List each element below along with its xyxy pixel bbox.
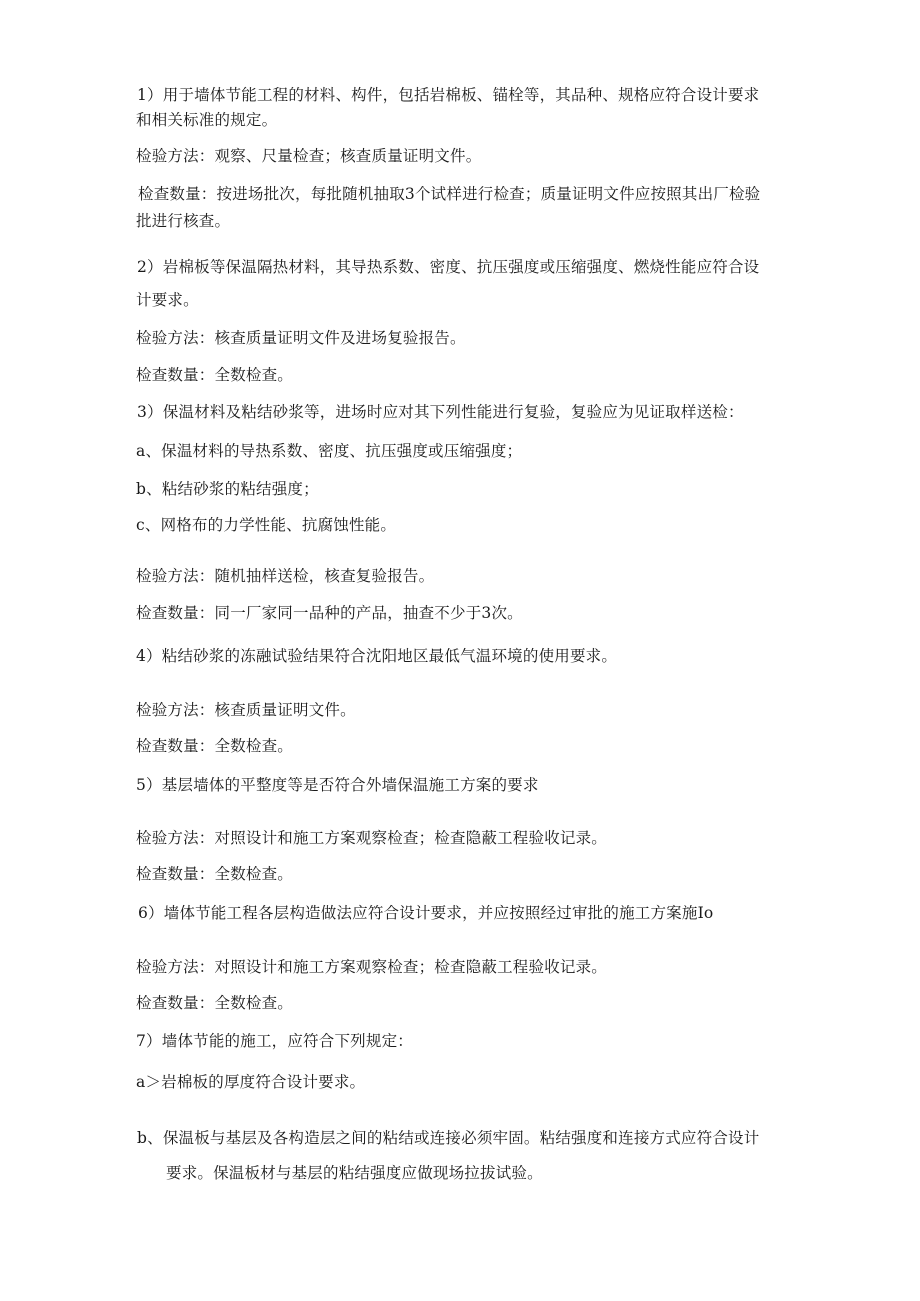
paragraph-3-line-1: 3）保温材料及粘结砂浆等，进场时应对其下列性能进行复验，复验应为见证取样送检： — [137, 403, 744, 421]
paragraph-3-item-a: a、保温材料的导热系数、密度、抗压强度或压缩强度； — [136, 442, 523, 460]
paragraph-1-line-2: 和相关标准的规定。 — [136, 111, 278, 129]
paragraph-1-line-1: 1）用于墙体节能工程的材料、构件，包括岩棉板、锚栓等，其品种、规格应符合设计要求 — [137, 86, 760, 104]
paragraph-5-line-1: 5）基层墙体的平整度等是否符合外墙保温施工方案的要求 — [136, 776, 539, 794]
paragraph-7-item-a: a＞岩棉板的厚度符合设计要求。 — [136, 1073, 366, 1091]
paragraph-6-line-1: 6）墙体节能工程各层构造做法应符合设计要求，并应按照经过审批的施工方案施Io — [138, 904, 714, 922]
paragraph-1-quantity-line-2: 批进行核查。 — [136, 212, 231, 230]
paragraph-2-line-1: 2）岩棉板等保温隔热材料，其导热系数、密度、抗压强度或压缩强度、燃烧性能应符合设 — [137, 258, 760, 276]
paragraph-7-item-b-line-2: 要求。保温板材与基层的粘结强度应做现场拉拔试验。 — [166, 1164, 543, 1182]
paragraph-3-item-c: c、网格布的力学性能、抗腐蚀性能。 — [136, 516, 397, 534]
paragraph-6-method: 检验方法：对照设计和施工方案观察检查；检查隐蔽工程验收记录。 — [136, 958, 608, 976]
paragraph-3-quantity: 检查数量：同一厂家同一品种的产品，抽查不少于3次。 — [136, 604, 523, 622]
paragraph-7-line-1: 7）墙体节能的施工，应符合下列规定： — [136, 1032, 413, 1050]
paragraph-5-method: 检验方法：对照设计和施工方案观察检查；检查隐蔽工程验收记录。 — [136, 829, 608, 847]
paragraph-4-method: 检验方法：核查质量证明文件。 — [136, 701, 356, 719]
paragraph-1-method: 检验方法：观察、尺量检查；核查质量证明文件。 — [136, 147, 482, 165]
paragraph-5-quantity: 检查数量：全数检查。 — [136, 865, 294, 883]
paragraph-3-item-b: b、粘结砂浆的粘结强度； — [136, 480, 319, 498]
paragraph-2-quantity: 检查数量：全数检查。 — [136, 366, 294, 384]
paragraph-2-method: 检验方法：核查质量证明文件及进场复验报告。 — [136, 329, 466, 347]
paragraph-1-quantity-line-1: 检查数量：按进场批次，每批随机抽取3个试样进行检查；质量证明文件应按照其出厂检验 — [138, 185, 761, 203]
paragraph-2-line-2: 计要求。 — [136, 291, 199, 309]
paragraph-6-quantity: 检查数量：全数检查。 — [136, 994, 294, 1012]
paragraph-3-method: 检验方法：随机抽样送检，核查复验报告。 — [136, 567, 435, 585]
paragraph-4-line-1: 4）粘结砂浆的冻融试验结果符合沈阳地区最低气温环境的使用要求。 — [136, 647, 618, 665]
paragraph-7-item-b-line-1: b、保温板与基层及各构造层之间的粘结或连接必须牢固。粘结强度和连接方式应符合设计 — [137, 1129, 760, 1147]
paragraph-4-quantity: 检查数量：全数检查。 — [136, 737, 294, 755]
